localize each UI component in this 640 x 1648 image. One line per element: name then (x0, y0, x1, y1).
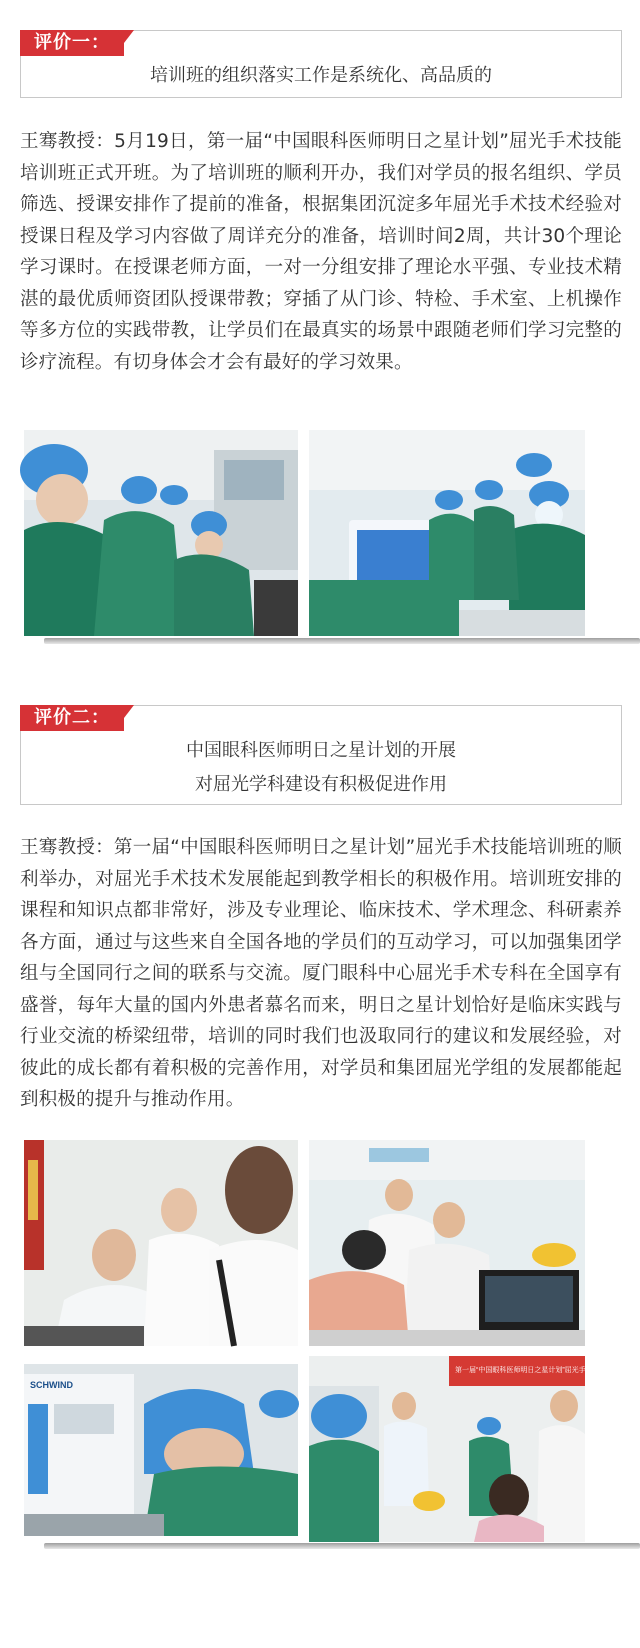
photo-grid-2-shadow (44, 1543, 640, 1549)
device-brand-label: SCHWIND (30, 1380, 73, 1390)
surgery-training-photo-2 (309, 430, 585, 636)
review-1-box (20, 30, 622, 98)
review-2-paragraph: 王骞教授：第一届“中国眼科医师明日之星计划”屈光手术技能培训班的顺利举办，对屈光手术技术发展能起到教学相长的积极作用。培训班安排的课程和知识点都非常好，涉及专业理论、临床技术、学术理念、科研素养各方面，通过与这些来自全国各地的学员们的互动学习，可以加强集团学组与全国同行之间的联系与交流。厦门眼科中心屈光手术专科在全国享有盛誉，每年大量的国内外患者慕名而来，明日之星计划恰好是临床实践与行业交流的桥梁纽带，培训的同时我们也汲取同行的建议和发展经验，对彼此的成长都有着积极的完善作用，对学员和集团屈光学组的发展都能起到积极的提升与推动作用。 (20, 837, 622, 1110)
review-1-paragraph: 王骞教授：5月19日，第一届“中国眼科医师明日之星计划”屈光手术技能培训班正式开班。为了培训班的顺利开办，我们对学员的报名组织、学员筛选、授课安排作了提前的准备，根据集团沉淀多年屈光手术技术经验对授课日程及学习内容做了周详充分的准备，培训时间2周，共计30个理论学习课时。在授课老师方面，一对一分组安排了理论水平强、专业技术精湛的最优质师资团队授课带教；穿插了从门诊、特检、手术室、上机操作等多方位的实践带教，让学员们在最真实的场景中跟随老师们学习完整的诊疗流程。有切身体会才会有最好的学习效果。 (20, 131, 622, 373)
laser-device-photo (24, 1364, 298, 1536)
review-1-tag: 评价一： (20, 30, 124, 56)
training-banner-text: 第一届“中国眼科医师明日之星计划”屈光手术技术培训 (455, 1367, 621, 1374)
consultation-photo-1 (24, 1140, 298, 1346)
photo-row-1-shadow (44, 638, 640, 644)
training-room-photo (309, 1356, 621, 1542)
review-2-heading-line-1: 中国眼科医师明日之星计划的开展 (186, 740, 456, 761)
review-2-tag: 评价二： (20, 705, 124, 731)
photo-row-1 (20, 430, 620, 642)
consultation-photo-2 (309, 1140, 585, 1346)
surgery-training-photo-1 (24, 430, 298, 636)
review-2-heading-line-2: 对屈光学科建设有积极促进作用 (195, 774, 447, 795)
photo-grid-2 (20, 1140, 620, 1560)
review-2-box (20, 705, 622, 805)
review-1-heading: 培训班的组织落实工作是系统化、高品质的 (150, 65, 492, 86)
